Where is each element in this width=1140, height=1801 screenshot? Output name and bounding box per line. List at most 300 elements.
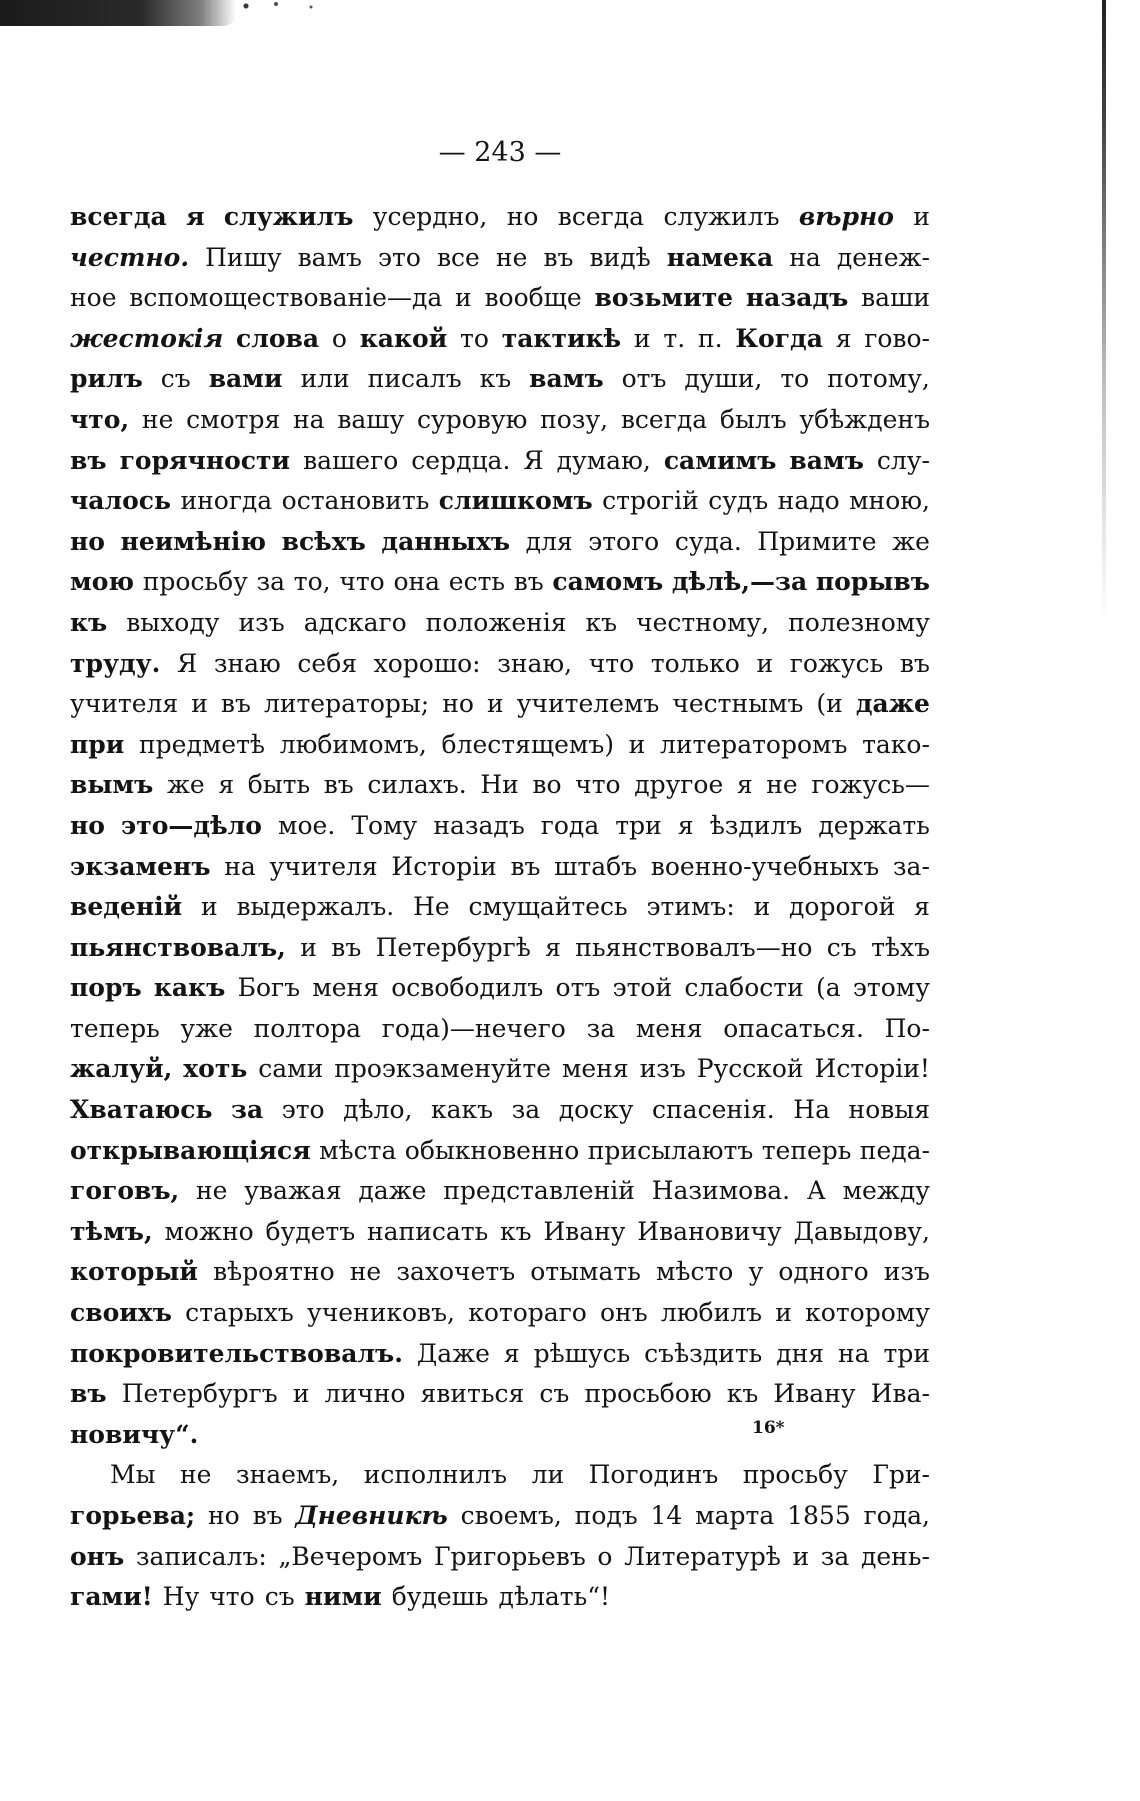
- word: отъ: [621, 364, 667, 394]
- word: что: [588, 648, 635, 678]
- word: о: [331, 323, 347, 353]
- text-line: [70, 1212, 930, 1253]
- word: труду.: [70, 648, 161, 678]
- word: своемъ,: [460, 1501, 562, 1530]
- word: и: [753, 892, 771, 922]
- word: гожусь: [789, 648, 884, 678]
- word: можно: [164, 1216, 254, 1246]
- word: она: [393, 567, 441, 597]
- text-line: [70, 441, 930, 482]
- word: я: [914, 892, 930, 922]
- word: не: [179, 1460, 212, 1490]
- word: суда.: [674, 526, 742, 556]
- text-line: [70, 481, 930, 522]
- word: даже: [358, 1176, 427, 1206]
- word: который: [70, 1257, 198, 1287]
- word: обыкновенно: [404, 1135, 580, 1165]
- text-line: [70, 1171, 930, 1212]
- word: меня: [561, 1054, 629, 1084]
- word: Погодинъ: [588, 1460, 719, 1490]
- word: есть: [448, 567, 506, 597]
- word: и: [775, 1298, 792, 1328]
- word: Хватаюсь: [70, 1095, 213, 1125]
- word: для: [525, 526, 573, 556]
- word: вамъ: [297, 242, 362, 272]
- word: Даже: [416, 1338, 490, 1368]
- word: въ: [899, 648, 930, 678]
- word: служилъ: [663, 202, 780, 231]
- word: п.: [697, 323, 723, 353]
- word: за-: [892, 851, 930, 881]
- word: какъ: [153, 973, 226, 1003]
- word: выходу: [126, 607, 220, 637]
- word: то,: [293, 567, 331, 597]
- word: горячности: [119, 445, 291, 475]
- word: съ: [264, 1582, 295, 1612]
- word: и: [756, 648, 774, 678]
- text-line: [70, 1415, 930, 1456]
- word: дорогой: [789, 892, 896, 922]
- scan-smudge-top-left: [0, 0, 236, 26]
- word: подъ: [574, 1501, 638, 1530]
- word: между: [842, 1176, 930, 1206]
- word: пьянствовалъ—но: [575, 932, 813, 962]
- word: года: [540, 810, 600, 840]
- word: будешь: [391, 1582, 489, 1612]
- word: что: [209, 1582, 255, 1612]
- word: гожусь—: [811, 770, 930, 800]
- text-line: [70, 1293, 930, 1334]
- word: же: [166, 770, 205, 800]
- word: съ: [826, 932, 857, 962]
- word: при: [70, 729, 125, 759]
- word: лично: [324, 1379, 406, 1409]
- word: военно-учебныхъ: [650, 851, 880, 881]
- word: и: [487, 689, 504, 719]
- text-line: [70, 1496, 930, 1537]
- word: Примите: [757, 526, 877, 556]
- text-line: [70, 968, 930, 1009]
- word: меня: [635, 1013, 703, 1043]
- word: Ивану: [773, 1379, 856, 1409]
- word: марта: [695, 1501, 775, 1530]
- word: строгій: [602, 486, 699, 516]
- word: теперь: [70, 1013, 160, 1043]
- word: всегда: [557, 202, 645, 231]
- word: Гри-: [872, 1460, 930, 1490]
- word: поръ: [70, 973, 142, 1003]
- word: не: [495, 242, 528, 272]
- word: просьбу: [142, 567, 248, 597]
- word: же: [892, 526, 930, 556]
- word: выдержалъ.: [236, 892, 395, 922]
- word: на: [837, 1338, 870, 1368]
- word: исполнилъ: [363, 1460, 508, 1490]
- word: самимъ: [663, 445, 777, 475]
- word: тѣмъ,: [70, 1216, 153, 1246]
- word: Дневникѣ: [295, 1501, 448, 1530]
- word: гоговъ,: [70, 1176, 180, 1206]
- word: открывающіяся: [70, 1135, 311, 1165]
- word: честно.: [70, 242, 190, 272]
- word: день-: [860, 1541, 930, 1571]
- word: данныхъ: [381, 526, 511, 556]
- word: и: [455, 283, 472, 313]
- word: Назимова.: [651, 1176, 791, 1206]
- word: за: [256, 567, 286, 597]
- word: только: [650, 648, 740, 678]
- word: Исторіи: [391, 851, 497, 881]
- word: дня: [776, 1338, 825, 1368]
- word: вашу: [337, 404, 405, 434]
- word: адскаго: [303, 607, 407, 637]
- text-line: [70, 400, 930, 441]
- word: слу-: [876, 445, 930, 475]
- word: это—дѣло: [121, 810, 262, 840]
- word: гово-: [864, 323, 930, 353]
- word: полтора: [253, 1013, 362, 1043]
- word: педа-: [859, 1135, 930, 1165]
- text-line: [70, 197, 930, 238]
- word: спасенія.: [652, 1095, 775, 1125]
- word: ними: [304, 1582, 382, 1612]
- body-text: [70, 197, 930, 1618]
- word: слабости: [684, 973, 804, 1003]
- word: и: [200, 892, 218, 922]
- word: года,: [863, 1501, 930, 1530]
- word: Давыдову,: [793, 1216, 930, 1246]
- word: хорошо:: [373, 648, 481, 678]
- text-line: [70, 1131, 930, 1172]
- word: Богъ: [237, 973, 301, 1003]
- word: не: [196, 1176, 228, 1206]
- word: онъ: [600, 1298, 648, 1328]
- text-line: [70, 765, 930, 806]
- word: Мы: [110, 1460, 156, 1490]
- word: мѣсто: [655, 1257, 734, 1287]
- word: вымъ: [70, 770, 154, 800]
- word: На: [793, 1095, 830, 1125]
- text-line: [70, 319, 930, 360]
- word: которому: [805, 1298, 930, 1328]
- word: какъ: [431, 1095, 494, 1125]
- word: я: [736, 770, 753, 800]
- word: это: [281, 1095, 325, 1125]
- word: Григорьевъ: [433, 1541, 586, 1571]
- word: изъ: [238, 607, 285, 637]
- word: вашего: [303, 445, 399, 475]
- printer-signature-mark: 16*: [752, 1418, 785, 1438]
- word: Ивановичу: [637, 1216, 782, 1246]
- scan-edge-right: [1102, 0, 1106, 620]
- text-line: [70, 278, 930, 319]
- word: этому: [852, 973, 930, 1003]
- word: къ: [500, 1216, 532, 1246]
- word: другое: [634, 770, 724, 800]
- word: убѣжденъ: [799, 404, 930, 434]
- word: Русской: [696, 1054, 804, 1084]
- word: просьбою: [584, 1379, 712, 1409]
- word: слова: [236, 323, 320, 353]
- word: вообще: [484, 283, 582, 313]
- word: мною,: [849, 486, 930, 516]
- word: на: [789, 242, 821, 272]
- word: представленій: [443, 1176, 635, 1206]
- word: мою: [70, 567, 135, 597]
- word: будетъ: [265, 1216, 356, 1246]
- word: новичу“.: [70, 1419, 199, 1449]
- word: и: [628, 729, 646, 759]
- word: писалъ: [367, 364, 462, 394]
- word: возьмите: [594, 283, 734, 313]
- word: въ: [252, 1501, 283, 1530]
- word: на: [224, 851, 256, 881]
- text-line: [70, 1334, 930, 1375]
- word: этимъ:: [646, 892, 735, 922]
- word: гами!: [70, 1582, 153, 1612]
- word: къ: [70, 607, 108, 637]
- word: но: [70, 526, 105, 556]
- word: служилъ: [223, 202, 354, 231]
- word: отъ: [555, 973, 601, 1003]
- word: но: [506, 202, 539, 231]
- word: Ива-: [870, 1379, 930, 1409]
- word: неимѣнію: [120, 526, 267, 556]
- word: написать: [366, 1216, 489, 1246]
- word: литераторомъ: [660, 729, 848, 759]
- word: жалуй,: [70, 1054, 173, 1084]
- word: ное: [70, 283, 117, 313]
- word: 14: [650, 1501, 683, 1530]
- word: въ: [513, 567, 544, 597]
- word: видѣ: [589, 242, 651, 272]
- word: что: [575, 770, 621, 800]
- word: на: [293, 404, 325, 434]
- word: мое.: [278, 810, 336, 840]
- word: къ: [585, 607, 618, 637]
- word: учителя: [70, 689, 179, 719]
- word: держать: [818, 810, 930, 840]
- word: Когда: [735, 323, 823, 353]
- word: не: [766, 770, 798, 800]
- word: и: [633, 323, 651, 353]
- word: и: [913, 202, 930, 231]
- word: вѣроятно: [213, 1257, 335, 1287]
- word: новыя: [848, 1095, 930, 1125]
- word: дѣло,: [343, 1095, 413, 1125]
- word: своихъ: [70, 1298, 172, 1328]
- text-line: [70, 847, 930, 888]
- word: этой: [612, 973, 673, 1003]
- word: у: [748, 1257, 764, 1287]
- word: хоть: [183, 1054, 248, 1084]
- word: души,: [684, 364, 763, 394]
- word: всѣхъ: [281, 526, 366, 556]
- word: старыхъ: [185, 1298, 294, 1328]
- word: смущайтесь: [468, 892, 628, 922]
- word: тактикѣ: [501, 323, 622, 353]
- word: быть: [247, 770, 311, 800]
- word: въ: [331, 932, 362, 962]
- word: сердца.: [411, 445, 511, 475]
- word: въ: [70, 445, 107, 475]
- word: А: [806, 1176, 826, 1206]
- word: себя: [297, 648, 358, 678]
- word: думаю,: [556, 445, 651, 475]
- word: изъ: [639, 1054, 686, 1084]
- word: полезному: [788, 607, 930, 637]
- text-line: [70, 1049, 930, 1090]
- word: Я: [523, 445, 544, 475]
- word: усердно,: [372, 202, 488, 231]
- word: ваши: [861, 283, 930, 313]
- word: суровую: [417, 404, 528, 434]
- word: одного: [778, 1257, 869, 1287]
- word: честнымъ: [672, 689, 804, 719]
- word: три: [883, 1338, 930, 1368]
- word: къ: [726, 1379, 759, 1409]
- word: и: [191, 689, 208, 719]
- text-line: [70, 238, 930, 279]
- word: литераторы;: [263, 689, 430, 719]
- word: въ: [323, 770, 354, 800]
- word: за: [586, 1013, 616, 1043]
- word: я: [218, 770, 235, 800]
- word: и: [292, 1379, 310, 1409]
- word: вѣрно: [798, 202, 894, 231]
- word: тако-: [862, 729, 930, 759]
- word: доску: [558, 1095, 634, 1125]
- word: позу,: [540, 404, 609, 434]
- word: самомъ: [552, 567, 664, 597]
- text-line: [70, 1252, 930, 1293]
- word: Ну: [162, 1582, 200, 1612]
- word: я: [677, 810, 694, 840]
- text-line: [70, 603, 930, 644]
- word: учителя: [269, 851, 378, 881]
- word: изъ: [883, 1257, 930, 1287]
- word: блестящемъ): [441, 729, 614, 759]
- word: сами: [258, 1054, 324, 1084]
- word: какой: [359, 323, 448, 353]
- word: смотря: [186, 404, 281, 434]
- word: уже: [180, 1013, 233, 1043]
- word: „Вечеромъ: [278, 1541, 423, 1571]
- word: остановить: [281, 486, 430, 516]
- scan-specks-top: [236, 0, 356, 14]
- word: экзаменъ: [70, 851, 211, 881]
- word: даже: [855, 689, 930, 719]
- word: штабъ: [554, 851, 638, 881]
- word: я: [186, 202, 205, 231]
- word: о: [597, 1541, 613, 1571]
- page-number: — 243 —: [438, 137, 562, 168]
- word: знаю,: [497, 648, 573, 678]
- word: явиться: [420, 1379, 525, 1409]
- word: горьева;: [70, 1501, 196, 1530]
- word: этого: [588, 526, 660, 556]
- word: три: [615, 810, 662, 840]
- word: ли: [531, 1460, 565, 1490]
- word: Ивану: [543, 1216, 626, 1246]
- word: ѣздилъ: [709, 810, 803, 840]
- word: освободилъ: [391, 973, 544, 1003]
- word: былъ: [719, 404, 787, 434]
- word: положенія: [425, 607, 567, 637]
- word: къ: [479, 364, 512, 394]
- word: дѣлать“!: [498, 1582, 611, 1612]
- word: во: [532, 770, 562, 800]
- word: меня: [312, 973, 379, 1003]
- word: за: [511, 1095, 541, 1125]
- word: назадъ: [433, 810, 525, 840]
- word: но: [208, 1501, 240, 1530]
- word: Исторіи!: [814, 1054, 930, 1084]
- word: теперь: [761, 1135, 852, 1165]
- word: надо: [777, 486, 840, 516]
- word: уважая: [244, 1176, 342, 1206]
- word: Ни: [480, 770, 519, 800]
- word: (а: [815, 973, 841, 1003]
- word: учениковъ,: [307, 1298, 455, 1328]
- word: силахъ.: [367, 770, 467, 800]
- word: намека: [666, 242, 774, 272]
- word: что,: [70, 404, 130, 434]
- word: 1855: [787, 1501, 851, 1530]
- text-line: [70, 1455, 930, 1496]
- word: то: [780, 364, 810, 394]
- word: за: [231, 1095, 264, 1125]
- word: предметѣ: [139, 729, 266, 759]
- word: Тому: [351, 810, 418, 840]
- word: т.: [663, 323, 686, 353]
- word: судъ: [708, 486, 769, 516]
- word: Петербургъ: [121, 1379, 278, 1409]
- word: (и: [816, 689, 843, 719]
- word: покровительствовалъ.: [70, 1338, 403, 1368]
- word: пьянствовалъ,: [70, 932, 286, 962]
- word: назадъ: [745, 283, 849, 313]
- word: По-: [884, 1013, 930, 1043]
- word: года)—нечего: [381, 1013, 566, 1043]
- word: проэкзаменуйте: [334, 1054, 551, 1084]
- word: за: [820, 1541, 850, 1571]
- word: но: [70, 810, 105, 840]
- word: но: [442, 689, 474, 719]
- word: всегда: [70, 202, 167, 231]
- word: съ: [539, 1379, 570, 1409]
- word: я: [503, 1338, 520, 1368]
- word: денеж-: [836, 242, 930, 272]
- text-line: [70, 359, 930, 400]
- word: потому,: [827, 364, 930, 394]
- text-line: [70, 522, 930, 563]
- text-line: [70, 1090, 930, 1131]
- text-line: [70, 725, 930, 766]
- word: что: [339, 567, 385, 597]
- word: то: [460, 323, 489, 353]
- word: опасаться.: [723, 1013, 864, 1043]
- word: Я: [176, 648, 198, 678]
- word: честному,: [636, 607, 770, 637]
- word: все: [436, 242, 480, 272]
- word: Не: [413, 892, 450, 922]
- word: слишкомъ: [438, 486, 593, 516]
- word: вспомоществованіе—да: [129, 283, 443, 313]
- word: съ: [160, 364, 191, 394]
- word: учителемъ: [516, 689, 660, 719]
- word: чалось: [70, 486, 171, 516]
